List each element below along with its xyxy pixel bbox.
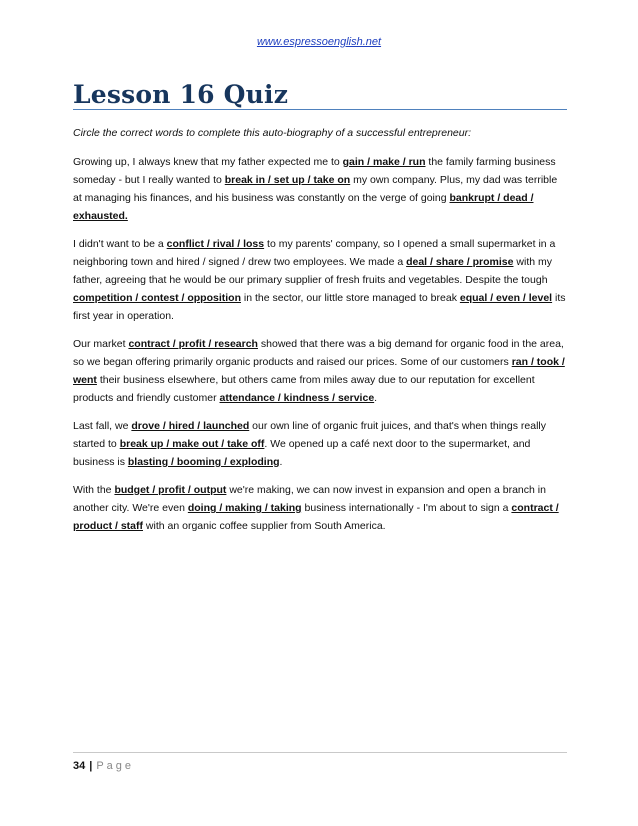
paragraph-text: we're making, we can now invest in expansion and open a branch in another city. We're even xyxy=(73,484,546,514)
page-footer xyxy=(73,760,134,772)
answer-choices[interactable]: conflict / rival / loss xyxy=(166,238,265,250)
quiz-paragraph-2 xyxy=(73,235,567,325)
paragraph-text: . We opened up a café next door to the supermarket, and business is xyxy=(73,438,531,468)
quiz-paragraph-1 xyxy=(73,153,567,225)
answer-choices[interactable]: budget / profit / output xyxy=(114,484,227,496)
answer-choices[interactable]: drove / hired / launched xyxy=(131,420,250,432)
website-link[interactable]: www.espressoenglish.net xyxy=(256,36,382,48)
paragraph-text: its first year in operation. xyxy=(73,292,566,322)
quiz-paragraph-4 xyxy=(73,417,567,471)
paragraph-text: Last fall, we xyxy=(73,420,132,432)
answer-choices[interactable]: bankrupt / dead / exhausted. xyxy=(73,192,534,222)
quiz-paragraph-3 xyxy=(73,335,567,407)
footer-separator: | xyxy=(89,760,93,772)
answer-choices[interactable]: deal / share / promise xyxy=(406,256,514,268)
paragraph-text: with an organic coffee supplier from South America. xyxy=(143,520,386,532)
page-number: 34 xyxy=(73,760,86,772)
answer-choices[interactable]: competition / contest / opposition xyxy=(73,292,241,304)
answer-choices[interactable]: blasting / booming / exploding xyxy=(127,456,280,468)
quiz-body xyxy=(73,153,567,545)
paragraph-text: our own line of organic fruit juices, and that's when things really started to xyxy=(73,420,546,450)
paragraph-text: with my father, agreeing that he would be our primary supplier of fresh fruits and vegetables. Despite the tough xyxy=(73,256,552,286)
quiz-instructions: Circle the correct words to complete this auto-biography of a successful entrepreneur: xyxy=(73,127,472,139)
title-divider xyxy=(73,109,567,110)
answer-choices[interactable]: doing / making / taking xyxy=(187,502,302,514)
paragraph-text: to my parents' company, so I opened a small supermarket in a neighboring town and hired / signed / drew two employees. We made a xyxy=(73,238,556,268)
answer-choices[interactable]: attendance / kindness / service xyxy=(219,392,375,404)
answer-choices[interactable]: contract / product / staff xyxy=(73,502,559,532)
paragraph-text: showed that there was a big demand for organic food in the area, so we began offering primarily organic products and raised our prices. Some of our customers xyxy=(73,338,564,368)
paragraph-text: my own company. Plus, my dad was terrible at managing his finances, and his business was constantly on the verge of going xyxy=(73,174,558,204)
answer-choices[interactable]: contract / profit / research xyxy=(128,338,258,350)
paragraph-text: the family farming business someday - but I really wanted to xyxy=(73,156,556,186)
paragraph-text: I didn't want to be a xyxy=(73,238,167,250)
paragraph-text: in the sector, our little store managed to break xyxy=(241,292,460,304)
page-label: Page xyxy=(96,760,135,772)
paragraph-text: . xyxy=(374,392,378,404)
paragraph-text: . xyxy=(279,456,283,468)
quiz-paragraph-5 xyxy=(73,481,567,535)
paragraph-text: business internationally - I'm about to sign a xyxy=(301,502,512,514)
answer-choices[interactable]: ran / took / went xyxy=(73,356,565,386)
paragraph-text: Growing up, I always knew that my father expected me to xyxy=(73,156,343,168)
answer-choices[interactable]: break up / make out / take off xyxy=(119,438,265,450)
page-title: Lesson 16 Quiz xyxy=(73,80,289,109)
paragraph-text: their business elsewhere, but others came from miles away due to our reputation for excellent products and friendly customer xyxy=(73,374,535,404)
paragraph-text: With the xyxy=(73,484,115,496)
answer-choices[interactable]: break in / set up / take on xyxy=(224,174,351,186)
answer-choices[interactable]: gain / make / run xyxy=(342,156,426,168)
footer-divider xyxy=(73,752,567,753)
paragraph-text: Our market xyxy=(73,338,129,350)
answer-choices[interactable]: equal / even / level xyxy=(459,292,553,304)
